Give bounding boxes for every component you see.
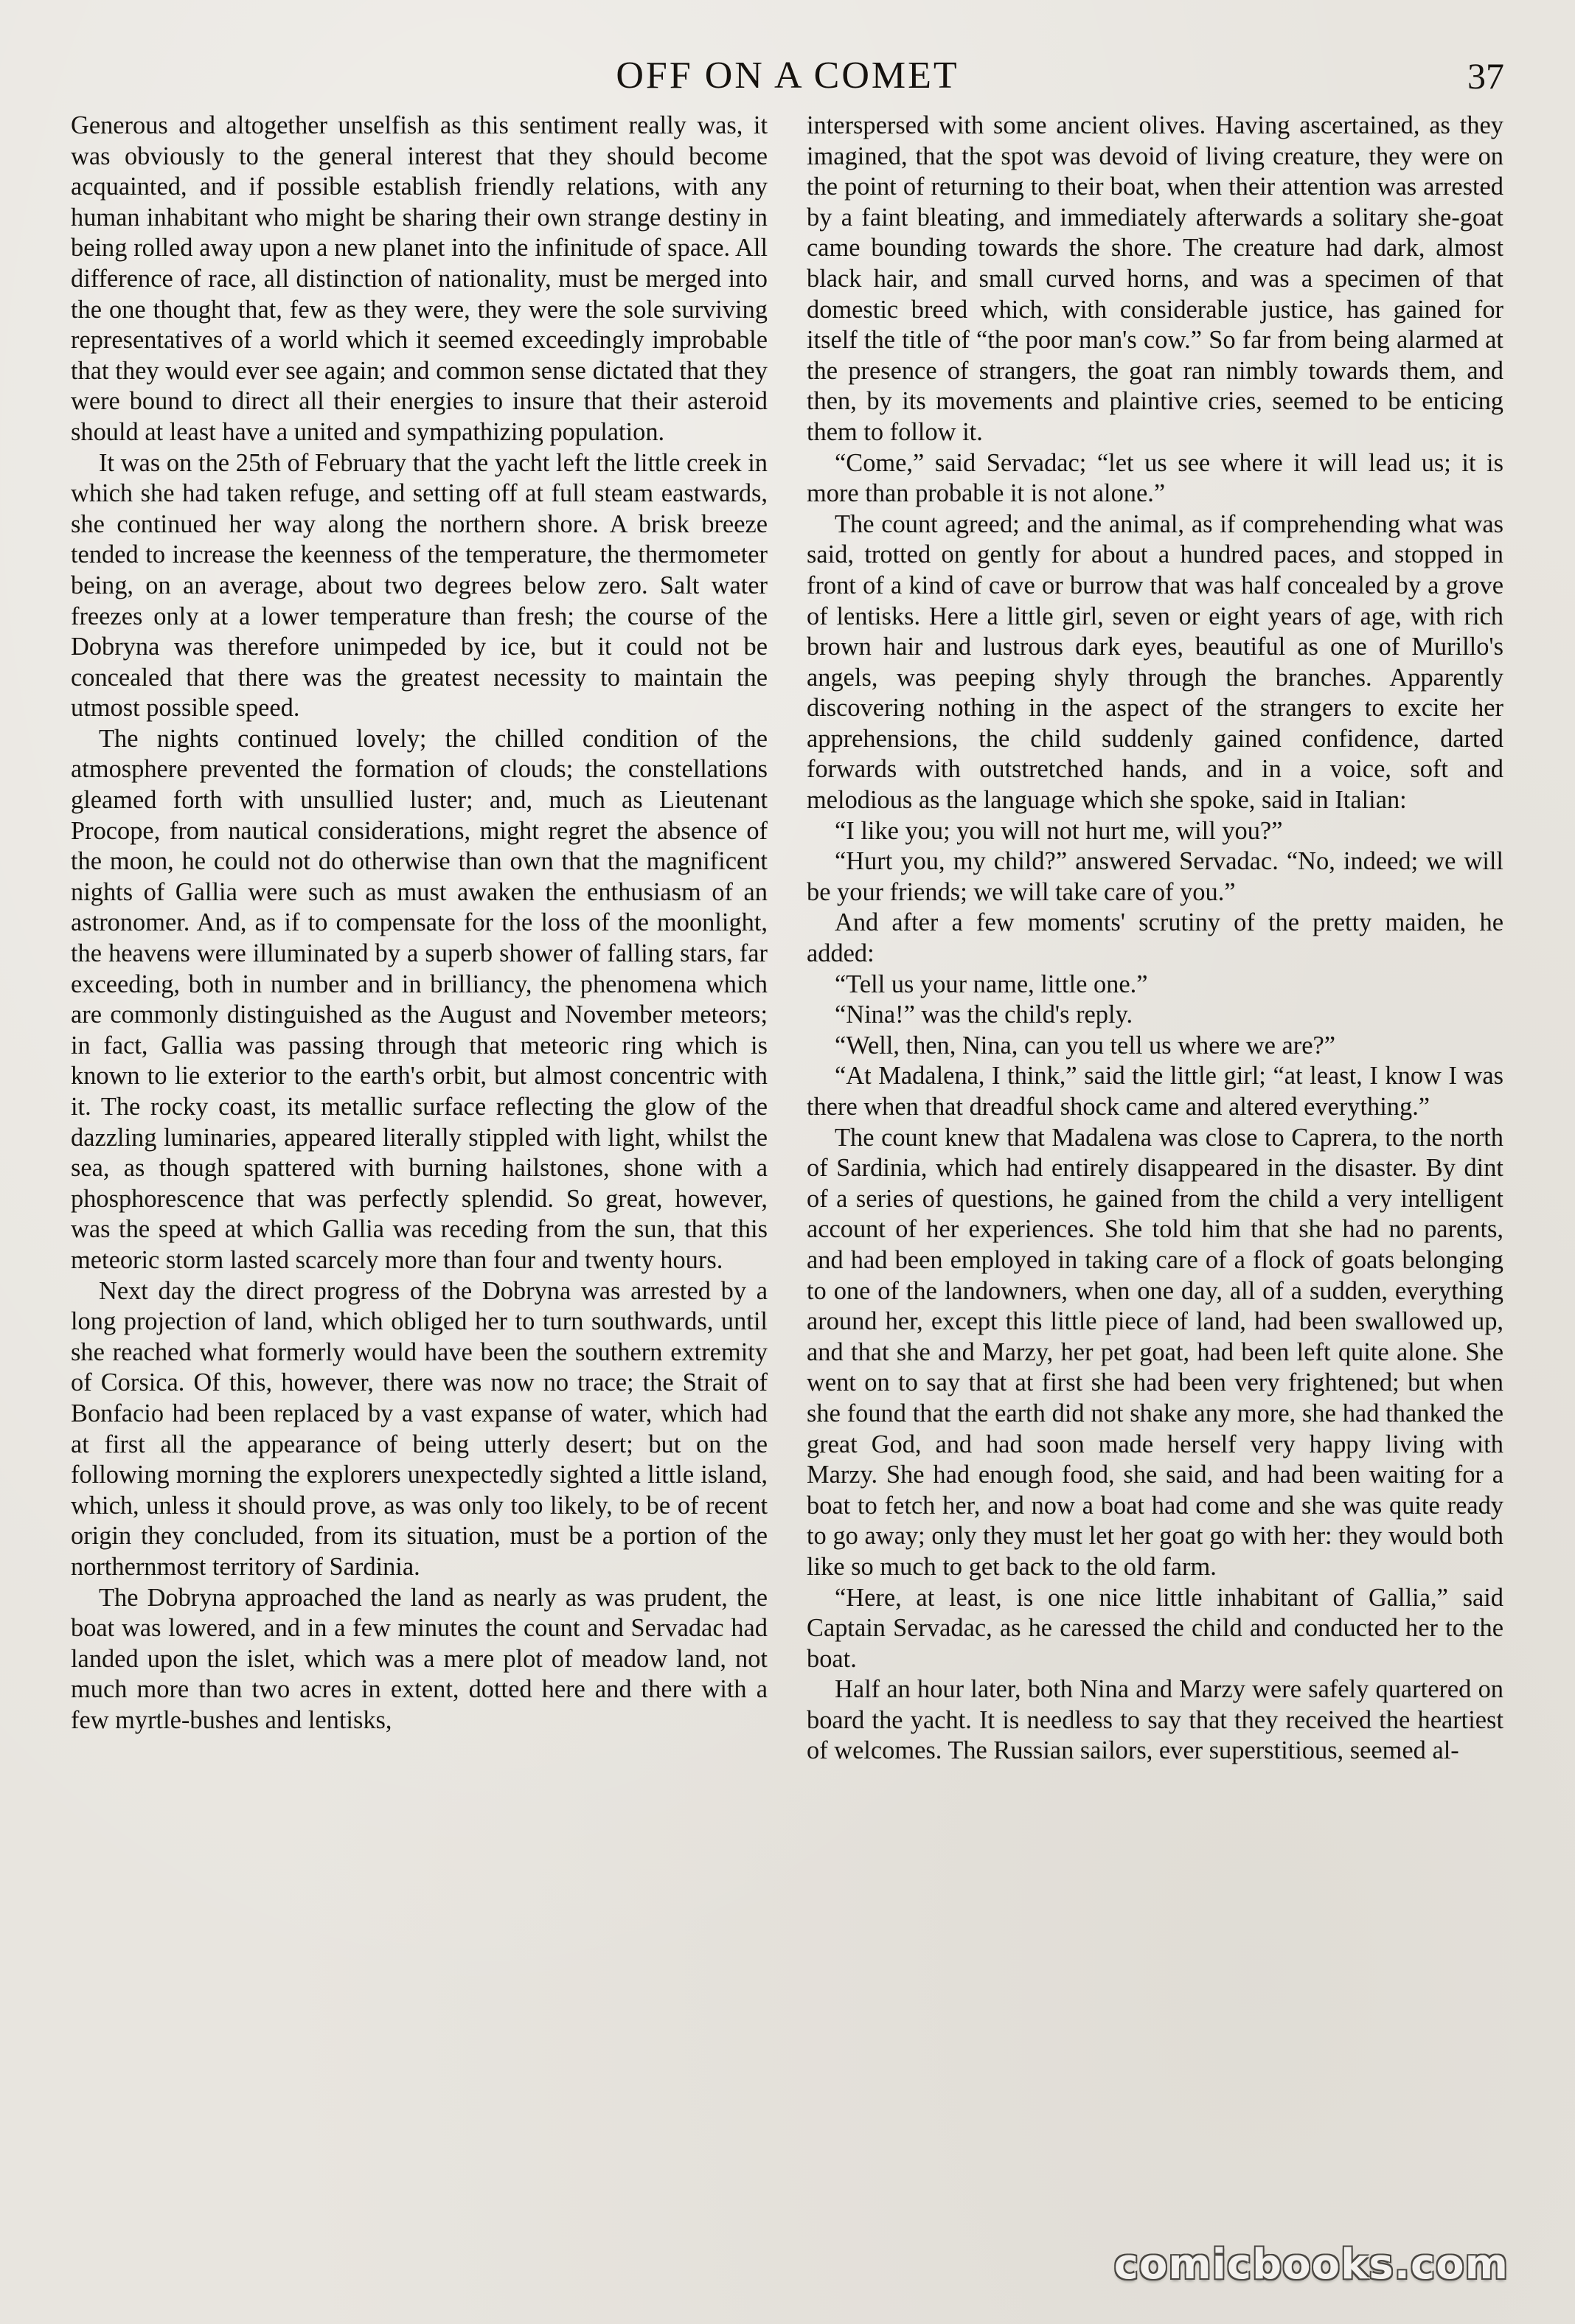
paragraph: Half an hour later, both Nina and Marzy were safely quartered on board the yacht. It is needless to say that they received the heartiest of welcomes. The Russian sailors, ever superstitious, seemed al- [807,1675,1503,1765]
paragraph: The nights continued lovely; the chilled condition of the atmosphere prevented the formation of clouds; the constellations gleamed forth with unsullied luster; and, much as Lieutenant Procope, from nautical considerations, might regret the absence of the moon, he could not do otherwise than own that the magnificent nights of Gallia were such as must awaken the enthusiasm of an astronomer. And, as if to compensate for the loss of the moonlight, the heavens were illuminated by a superb shower of falling stars, far exceeding, both in number and in brilliancy, the phenomena which are commonly distinguished as the August and November meteors; in fact, Gallia was passing through that meteoric ring which is known to lie exterior to the earth's orbit, but almost concentric with it. The rocky coast, its metallic surface reflecting the glow of the dazzling luminaries, appeared literally stippled with light, whilst the sea, as though spattered with burning hailstones, shone with a phosphorescence that was perfectly splendid. So great, however, was the speed at which Gallia was receding from the sun, that this meteoric storm lasted scarcely more than four and twenty hours. [71,724,768,1274]
paragraph: “Hurt you, my child?” answered Servadac. “No, indeed; we will be your friends; we will take care of you.” [807,847,1503,906]
paragraph: Generous and altogether unselfish as this sentiment really was, it was obviously to the general interest that they should become acquainted, and if possible establish friendly relations, with any human inhabitant who might be sharing their own strange destiny in being rolled away upon a new planet into the infinitude of space. All difference of race, all distinction of nationality, must be merged into the one thought that, few as they were, they were the sole surviving representatives of a world which it seemed exceedingly improbable that they would ever see again; and common sense dictated that they were bound to direct all their energies to insure that their asteroid should at least have a united and sympathizing population. [71,111,768,446]
site-watermark: comicbooks.com [1113,2241,1509,2289]
paragraph: “Tell us your name, little one.” [835,970,1148,998]
paragraph: The Dobryna approached the land as nearly as was prudent, the boat was lowered, and in a few minutes the count and Servadac had landed upon the islet, which was a mere plot of meadow land, not much more than two acres in extent, dotted here and there with a few myrtle-bushes and lentisks, [71,1583,768,1734]
paragraph: It was on the 25th of February that the yacht left the little creek in which she had taken refuge, and setting off at full steam eastwards, she continued her way along the northern shore. A brisk breeze tended to increase the keenness of the temperature, the thermometer being, on an average, about two degrees below zero. Salt water freezes only at a lower temperature than fresh; the course of the Dobryna was therefore unimpeded by ice, but it could not be concealed that there was the greatest necessity to maintain the utmost possible speed. [71,448,768,723]
paragraph: “Here, at least, is one nice little inhabitant of Gallia,” said Captain Servadac, as he caressed the child and conducted her to the boat. [807,1583,1503,1673]
page-header [71,50,1504,102]
paragraph: “Come,” said Servadac; “let us see where it will lead us; it is more than probable it is not alone.” [807,448,1503,508]
paragraph: And after a few moments' scrutiny of the pretty maiden, he added: [807,908,1503,968]
right-text-column [807,111,1503,2234]
paragraph: “I like you; you will not hurt me, will you?” [835,816,1283,845]
running-title: OFF ON A COMET [616,55,959,97]
paragraph: “Well, then, Nina, can you tell us where we are?” [835,1031,1336,1060]
paragraph: “Nina!” was the child's reply. [835,1001,1133,1029]
paragraph: Next day the direct progress of the Dobryna was arrested by a long projection of land, which obliged her to turn southwards, until she reached what formerly would have been the southern extremity of Corsica. Of this, however, there was now no trace; the Strait of Bonfacio had been replaced by a vast expanse of water, which had at first all the appearance of being utterly desert; but on the following morning the explorers unexpectedly sighted a little island, which, unless it should prove, as was only too likely, to be of recent origin they concluded, from its situation, must be a portion of the northernmost territory of Sardinia. [71,1276,768,1581]
left-text-column [71,111,768,2234]
paragraph: interspersed with some ancient olives. Having ascertained, as they imagined, that the spot was devoid of living creature, they were on the point of returning to their boat, when their attention was arrested by a faint bleating, and immediately afterwards a solitary she-goat came bounding towards the shore. The creature had dark, almost black hair, and small curved horns, and was a specimen of that domestic breed which, with considerable justice, has gained for itself the title of “the poor man's cow.” So far from being alarmed at the presence of strangers, the goat ran nimbly towards them, and then, by its movements and plaintive cries, seemed to be enticing them to follow it. [807,111,1503,446]
paragraph: The count agreed; and the animal, as if comprehending what was said, trotted on gently for about a hundred paces, and stopped in front of a kind of cave or burrow that was half concealed by a grove of lentisks. Here a little girl, seven or eight years of age, with rich brown hair and lustrous dark eyes, beautiful as one of Murillo's angels, was peeping shyly through the branches. Apparently discovering nothing in the aspect of the strangers to excite her apprehensions, the child suddenly gained confidence, darted forwards with outstretched hands, and in a voice, soft and melodious as the language which she spoke, said in Italian: [807,509,1503,815]
paragraph: The count knew that Madalena was close to Caprera, to the north of Sardinia, which had entirely disappeared in the disaster. By dint of a series of questions, he gained from the child a very intelligent account of her experiences. She told him that she had no parents, and had been employed in taking care of a flock of goats belonging to one of the landowners, when one day, all of a sudden, everything around her, except this little piece of land, had been swallowed up, and that she and Marzy, her pet goat, had been left quite alone. She went on to say that at first she had been very frightened; but when she found that the earth did not shake any more, she had thanked the great God, and had soon made herself very happy living with Marzy. She had enough food, she said, and had been waiting for a boat to fetch her, and now a boat had come and she was quite ready to go away; only they must let her goat go with her: they would both like so much to get back to the old farm. [807,1123,1503,1581]
paragraph: “At Madalena, I think,” said the little girl; “at least, I know I was there when that dreadful shock came and altered everything.” [807,1062,1503,1121]
page-number: 37 [1467,55,1504,97]
